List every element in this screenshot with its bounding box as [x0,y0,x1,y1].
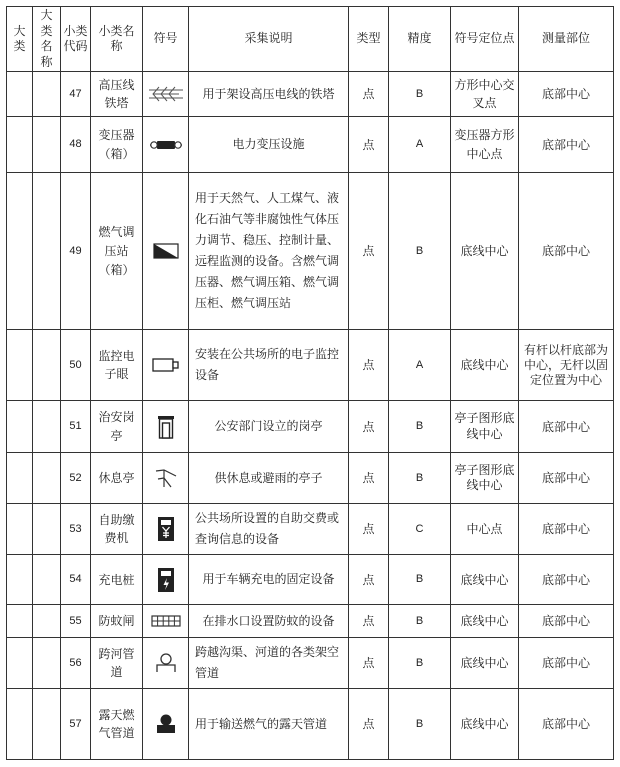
header-major-name: 大类名称 [33,7,61,72]
type-cell: 点 [349,605,389,638]
anchor-cell: 底线中心 [451,605,519,638]
symbol-cell [143,330,189,401]
anchor-cell: 方形中心交叉点 [451,72,519,117]
description-cell: 安装在公共场所的电子监控设备 [189,330,349,401]
header-sub-code: 小类代码 [61,7,91,72]
feature-table [6,6,614,760]
major-name-cell [33,638,61,689]
name-cell: 露天燃气管道 [91,689,143,760]
type-cell: 点 [349,504,389,555]
measure-cell: 底部中心 [519,401,614,453]
name-cell: 休息亭 [91,453,143,504]
major-name-cell [33,173,61,330]
type-cell: 点 [349,638,389,689]
precision-cell: B [389,72,451,117]
symbol-cell [143,117,189,173]
table-row [7,453,614,504]
measure-cell: 底部中心 [519,689,614,760]
precision-cell: C [389,504,451,555]
code-cell: 56 [61,638,91,689]
header-row [7,7,614,72]
major-cell [7,605,33,638]
precision-cell: B [389,453,451,504]
symbol-cell [143,638,189,689]
code-cell: 52 [61,453,91,504]
major-cell [7,638,33,689]
pylon-icon [147,86,185,102]
code-cell: 55 [61,605,91,638]
major-name-cell [33,504,61,555]
type-cell: 点 [349,453,389,504]
code-cell: 50 [61,330,91,401]
code-cell: 57 [61,689,91,760]
header-major: 大类 [7,7,33,72]
measure-cell: 底部中心 [519,173,614,330]
measure-cell: 有杆以杆底部为中心，无杆以固定位置为中心 [519,330,614,401]
symbol-cell [143,605,189,638]
precision-cell: A [389,117,451,173]
camera-icon [152,358,180,372]
type-cell: 点 [349,330,389,401]
header-measure: 测量部位 [519,7,614,72]
symbol-cell [143,555,189,605]
table-row [7,638,614,689]
payment-machine-icon [157,516,175,542]
precision-cell: B [389,173,451,330]
major-cell [7,72,33,117]
name-cell: 变压器（箱） [91,117,143,173]
anchor-cell: 变压器方形中心点 [451,117,519,173]
precision-cell: B [389,401,451,453]
measure-cell: 底部中心 [519,605,614,638]
anchor-cell: 亭子图形底线中心 [451,401,519,453]
symbol-cell [143,72,189,117]
symbol-cell [143,401,189,453]
name-cell: 高压线铁塔 [91,72,143,117]
major-name-cell [33,330,61,401]
pavilion-icon [154,467,178,489]
type-cell: 点 [349,401,389,453]
header-anchor: 符号定位点 [451,7,519,72]
anchor-cell: 底线中心 [451,330,519,401]
description-cell: 用于架设高压电线的铁塔 [189,72,349,117]
anchor-cell: 底线中心 [451,689,519,760]
charging-pile-icon [157,567,175,593]
gas-pipe-icon [154,713,178,735]
precision-cell: B [389,689,451,760]
code-cell: 51 [61,401,91,453]
header-sub-name: 小类名称 [91,7,143,72]
name-cell: 跨河管道 [91,638,143,689]
precision-cell: B [389,555,451,605]
anchor-cell: 底线中心 [451,555,519,605]
name-cell: 自助缴费机 [91,504,143,555]
anchor-cell: 底线中心 [451,638,519,689]
measure-cell: 底部中心 [519,555,614,605]
code-cell: 49 [61,173,91,330]
precision-cell: A [389,330,451,401]
header-precision: 精度 [389,7,451,72]
type-cell: 点 [349,173,389,330]
major-name-cell [33,401,61,453]
header-description: 采集说明 [189,7,349,72]
precision-cell: B [389,605,451,638]
header-symbol: 符号 [143,7,189,72]
symbol-cell [143,689,189,760]
description-cell: 电力变压设施 [189,117,349,173]
description-cell: 用于车辆充电的固定设备 [189,555,349,605]
symbol-cell [143,453,189,504]
major-cell [7,117,33,173]
table-row [7,689,614,760]
major-cell [7,689,33,760]
code-cell: 48 [61,117,91,173]
major-cell [7,173,33,330]
code-cell: 53 [61,504,91,555]
name-cell: 治安岗亭 [91,401,143,453]
major-cell [7,401,33,453]
anchor-cell: 底线中心 [451,173,519,330]
description-cell: 跨越沟渠、河道的各类架空管道 [189,638,349,689]
type-cell: 点 [349,689,389,760]
precision-cell: B [389,638,451,689]
table-row [7,72,614,117]
major-cell [7,453,33,504]
type-cell: 点 [349,117,389,173]
description-cell: 在排水口设置防蚊的设备 [189,605,349,638]
major-name-cell [33,72,61,117]
major-name-cell [33,605,61,638]
type-cell: 点 [349,555,389,605]
type-cell: 点 [349,72,389,117]
symbol-cell [143,173,189,330]
major-cell [7,330,33,401]
major-name-cell [33,689,61,760]
header-type: 类型 [349,7,389,72]
gas-regulator-icon [153,243,179,259]
major-name-cell [33,117,61,173]
description-cell: 公安部门设立的岗亭 [189,401,349,453]
measure-cell: 底部中心 [519,638,614,689]
table-row [7,173,614,330]
major-cell [7,555,33,605]
guard-booth-icon [157,415,175,439]
major-name-cell [33,555,61,605]
anchor-cell: 中心点 [451,504,519,555]
table-row [7,117,614,173]
transformer-icon [149,139,183,151]
measure-cell: 底部中心 [519,504,614,555]
description-cell: 供休息或避雨的亭子 [189,453,349,504]
description-cell: 用于天然气、人工煤气、液化石油气等非腐蚀性气体压力调节、稳压、控制计量、远程监测的设备。含燃气调压器、燃气调压箱、燃气调压柜、燃气调压站 [189,173,349,330]
description-cell: 公共场所设置的自助交费或查询信息的设备 [189,504,349,555]
table-row [7,330,614,401]
code-cell: 47 [61,72,91,117]
code-cell: 54 [61,555,91,605]
measure-cell: 底部中心 [519,453,614,504]
table-row [7,605,614,638]
table-row [7,555,614,605]
name-cell: 防蚊闸 [91,605,143,638]
measure-cell: 底部中心 [519,117,614,173]
name-cell: 监控电子眼 [91,330,143,401]
river-pipe-icon [153,652,179,674]
mosquito-gate-icon [151,615,181,627]
table-row [7,401,614,453]
symbol-cell [143,504,189,555]
description-cell: 用于输送燃气的露天管道 [189,689,349,760]
measure-cell: 底部中心 [519,72,614,117]
name-cell: 燃气调压站（箱） [91,173,143,330]
anchor-cell: 亭子图形底线中心 [451,453,519,504]
name-cell: 充电桩 [91,555,143,605]
table-row [7,504,614,555]
major-name-cell [33,453,61,504]
major-cell [7,504,33,555]
